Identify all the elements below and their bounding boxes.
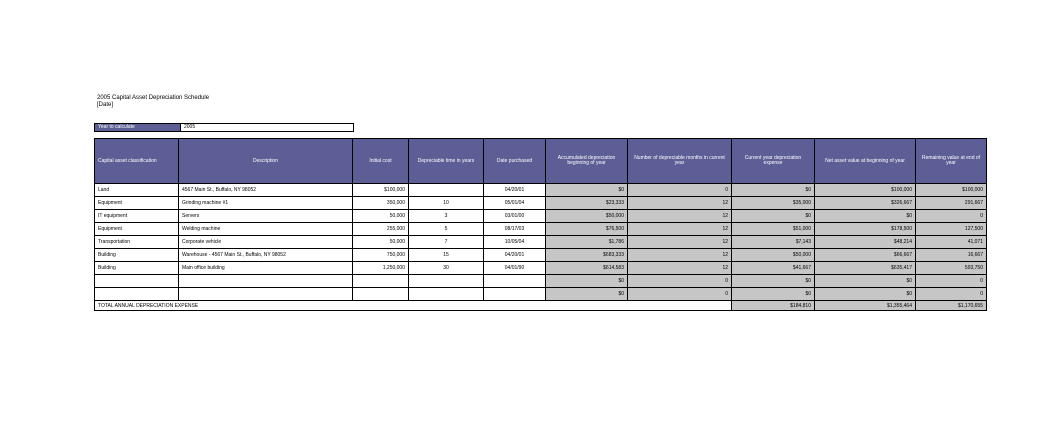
cell-depreciable-time[interactable]: 30 (409, 262, 484, 275)
cell-depreciable-time[interactable]: 10 (409, 197, 484, 210)
cell-current-year-expense[interactable]: $0 (732, 210, 815, 223)
year-to-calculate-label: Year to calculate (95, 124, 180, 131)
header-net-asset-value: Net asset value at beginning of year (815, 139, 916, 184)
cell-net-asset-value[interactable]: $48,214 (815, 236, 916, 249)
cell-classification[interactable]: Transportation (95, 236, 179, 249)
cell-initial-cost[interactable] (353, 275, 409, 288)
table-row (95, 288, 987, 301)
cell-depreciable-months[interactable]: 12 (628, 223, 732, 236)
header-remaining-value: Remaining value at end of year (916, 139, 987, 184)
cell-accumulated-depreciation[interactable]: $0 (546, 184, 628, 197)
cell-current-year-expense[interactable]: $7,143 (732, 236, 815, 249)
cell-depreciable-time[interactable]: 5 (409, 223, 484, 236)
cell-accumulated-depreciation[interactable]: $683,333 (546, 249, 628, 262)
cell-description[interactable] (179, 288, 353, 301)
header-description: Description (179, 139, 353, 184)
cell-current-year-expense[interactable]: $35,000 (732, 197, 815, 210)
total-row (95, 301, 987, 311)
cell-description[interactable]: Warehouse - 4567 Main St., Buffalo, NY 98052 (179, 249, 353, 262)
cell-remaining-value[interactable]: 291,667 (916, 197, 987, 210)
cell-date-purchased[interactable]: 05/01/04 (484, 197, 546, 210)
cell-depreciable-months[interactable]: 12 (628, 236, 732, 249)
table-row (95, 197, 987, 210)
schedule-title: 2005 Capital Asset Depreciation Schedule (97, 95, 210, 101)
cell-classification[interactable]: IT equipment (95, 210, 179, 223)
cell-net-asset-value[interactable]: $326,667 (815, 197, 916, 210)
cell-description[interactable] (179, 275, 353, 288)
cell-initial-cost[interactable]: 255,000 (353, 223, 409, 236)
cell-remaining-value[interactable]: 593,750 (916, 262, 987, 275)
cell-date-purchased[interactable]: 03/01/00 (484, 210, 546, 223)
schedule-title-block (97, 95, 209, 109)
cell-date-purchased[interactable]: 04/20/01 (484, 249, 546, 262)
total-current-year-expense[interactable]: $184,810 (732, 301, 815, 311)
cell-date-purchased[interactable]: 08/17/03 (484, 223, 546, 236)
cell-net-asset-value[interactable]: $66,667 (815, 249, 916, 262)
cell-remaining-value[interactable]: 127,500 (916, 223, 987, 236)
cell-net-asset-value[interactable]: $635,417 (815, 262, 916, 275)
header-classification: Capital asset classification (95, 139, 179, 184)
cell-initial-cost[interactable] (353, 288, 409, 301)
cell-remaining-value[interactable]: 41,071 (916, 236, 987, 249)
total-label: TOTAL ANNUAL DEPRECIATION EXPENSE (95, 301, 732, 311)
cell-depreciable-time[interactable] (409, 275, 484, 288)
cell-accumulated-depreciation[interactable]: $76,500 (546, 223, 628, 236)
cell-depreciable-months[interactable]: 0 (628, 288, 732, 301)
cell-current-year-expense[interactable]: $50,000 (732, 249, 815, 262)
cell-net-asset-value[interactable]: $100,000 (815, 184, 916, 197)
cell-initial-cost[interactable]: $100,000 (353, 184, 409, 197)
cell-date-purchased[interactable] (484, 288, 546, 301)
cell-remaining-value[interactable]: 0 (916, 275, 987, 288)
cell-initial-cost[interactable]: 750,000 (353, 249, 409, 262)
cell-description[interactable]: Grinding machine #1 (179, 197, 353, 210)
cell-depreciable-months[interactable]: 12 (628, 249, 732, 262)
cell-classification[interactable]: Building (95, 249, 179, 262)
cell-depreciable-months[interactable]: 12 (628, 210, 732, 223)
cell-initial-cost[interactable]: 50,000 (353, 210, 409, 223)
cell-remaining-value[interactable]: $100,000 (916, 184, 987, 197)
cell-remaining-value[interactable]: 16,667 (916, 249, 987, 262)
table-row (95, 262, 987, 275)
cell-description[interactable]: Corporate vehicle (179, 236, 353, 249)
cell-depreciable-months[interactable]: 0 (628, 275, 732, 288)
cell-remaining-value[interactable]: 0 (916, 288, 987, 301)
header-accumulated-depreciation: Accumulated depreciation beginning of year (546, 139, 628, 184)
cell-depreciable-time[interactable] (409, 184, 484, 197)
cell-current-year-expense[interactable]: $51,000 (732, 223, 815, 236)
schedule-date: [Date] (97, 102, 114, 108)
cell-initial-cost[interactable]: 350,000 (353, 197, 409, 210)
table-row (95, 275, 987, 288)
header-depreciable-months: Number of depreciable months in current year (628, 139, 732, 184)
cell-net-asset-value[interactable]: $0 (815, 210, 916, 223)
header-row (95, 139, 987, 184)
cell-depreciable-time[interactable]: 3 (409, 210, 484, 223)
cell-depreciable-months[interactable]: 12 (628, 262, 732, 275)
year-to-calculate-row (94, 123, 354, 132)
cell-accumulated-depreciation[interactable]: $614,583 (546, 262, 628, 275)
cell-initial-cost[interactable]: 50,000 (353, 236, 409, 249)
header-depreciable-time: Depreciable time in years (409, 139, 484, 184)
header-date-purchased: Date purchased (484, 139, 546, 184)
cell-classification[interactable]: Building (95, 262, 179, 275)
cell-classification[interactable] (95, 275, 179, 288)
cell-description[interactable]: Welding machine (179, 223, 353, 236)
cell-remaining-value[interactable]: 0 (916, 210, 987, 223)
cell-net-asset-value[interactable]: $178,500 (815, 223, 916, 236)
cell-classification[interactable]: Equipment (95, 197, 179, 210)
cell-accumulated-depreciation[interactable]: $0 (546, 275, 628, 288)
table-row (95, 210, 987, 223)
cell-current-year-expense[interactable]: $41,667 (732, 262, 815, 275)
cell-date-purchased[interactable]: 10/05/04 (484, 236, 546, 249)
depreciation-table (94, 138, 987, 311)
cell-accumulated-depreciation[interactable]: $50,000 (546, 210, 628, 223)
cell-initial-cost[interactable]: 1,250,000 (353, 262, 409, 275)
cell-accumulated-depreciation[interactable]: $0 (546, 288, 628, 301)
cell-accumulated-depreciation[interactable]: $23,333 (546, 197, 628, 210)
total-net-asset-value[interactable]: $1,355,464 (815, 301, 916, 311)
cell-net-asset-value[interactable]: $0 (815, 275, 916, 288)
year-to-calculate-input[interactable]: 2005 (180, 124, 353, 131)
table-row (95, 249, 987, 262)
table-row (95, 236, 987, 249)
cell-date-purchased[interactable]: 04/01/90 (484, 262, 546, 275)
cell-depreciable-months[interactable]: 12 (628, 197, 732, 210)
table-row (95, 223, 987, 236)
cell-date-purchased[interactable]: 04/20/01 (484, 184, 546, 197)
cell-depreciable-time[interactable]: 15 (409, 249, 484, 262)
header-current-year-expense: Current year depreciation expense (732, 139, 815, 184)
cell-depreciable-time[interactable]: 7 (409, 236, 484, 249)
cell-accumulated-depreciation[interactable]: $1,786 (546, 236, 628, 249)
cell-description[interactable]: Main office building (179, 262, 353, 275)
cell-current-year-expense[interactable]: $0 (732, 275, 815, 288)
cell-classification[interactable]: Land (95, 184, 179, 197)
cell-classification[interactable] (95, 288, 179, 301)
cell-description[interactable]: Servers (179, 210, 353, 223)
cell-current-year-expense[interactable]: $0 (732, 288, 815, 301)
cell-depreciable-months[interactable]: 0 (628, 184, 732, 197)
cell-classification[interactable]: Equipment (95, 223, 179, 236)
cell-current-year-expense[interactable]: $0 (732, 184, 815, 197)
cell-description[interactable]: 4567 Main St., Buffalo, NY 98052 (179, 184, 353, 197)
cell-net-asset-value[interactable]: $0 (815, 288, 916, 301)
cell-date-purchased[interactable] (484, 275, 546, 288)
table-row (95, 184, 987, 197)
header-initial-cost: Initial cost (353, 139, 409, 184)
cell-depreciable-time[interactable] (409, 288, 484, 301)
total-remaining-value[interactable]: $1,170,655 (916, 301, 987, 311)
